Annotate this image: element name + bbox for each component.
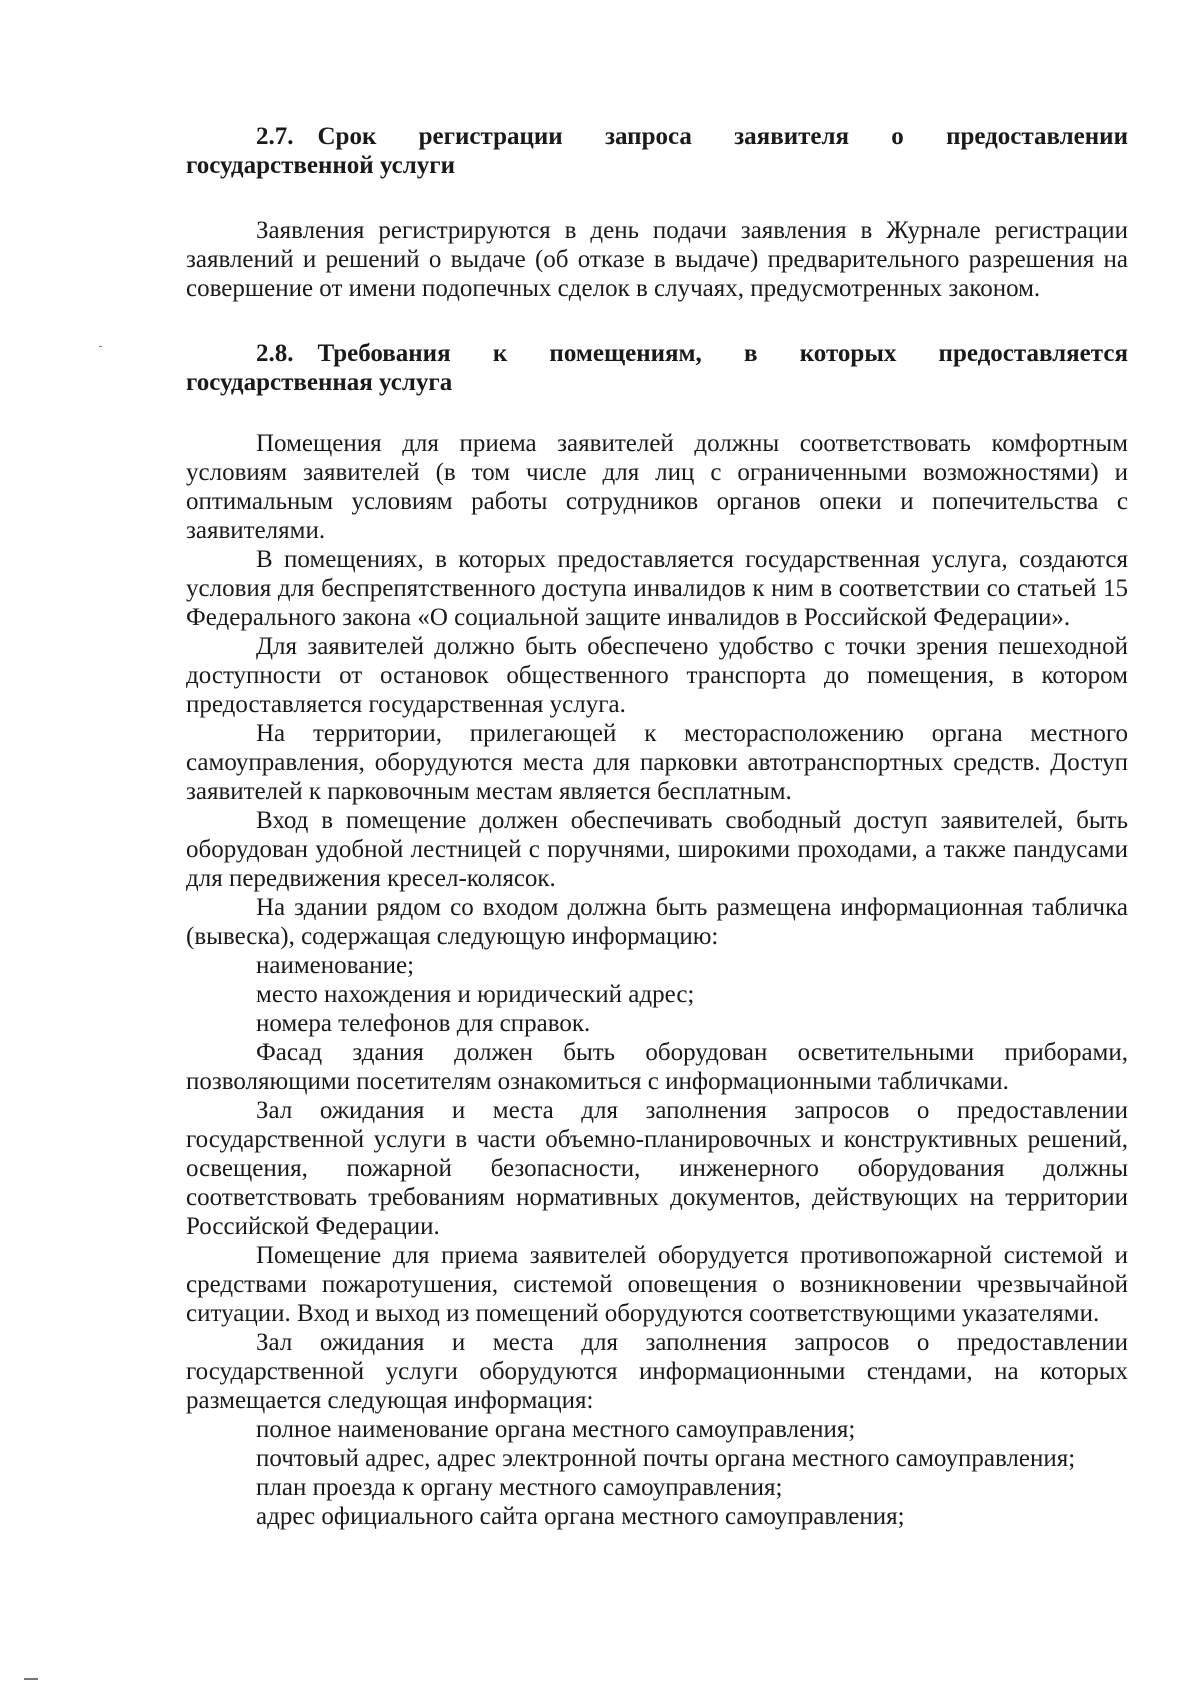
paragraph: Фасад здания должен быть оборудован осветительными приборами, позволяющими посетителям ознакомиться с информационными табличками.	[186, 1039, 1128, 1095]
list-item: наименование;	[256, 952, 415, 979]
section-number: 2.8.	[256, 340, 294, 367]
paragraph: Помещения для приема заявителей должны соответствовать комфортным условиям заявителей (в том числе для лиц с ограниченными возможностями) и оптимальным условиям работы сотрудников органов опеки и попечительства с заявителями.	[186, 430, 1128, 544]
section-number: 2.7.	[256, 123, 294, 150]
scan-artifact-left	[24, 1678, 38, 1680]
list-item: место нахождения и юридический адрес;	[256, 981, 695, 1008]
paragraph: Для заявителей должно быть обеспечено удобство с точки зрения пешеходной доступности от остановок общественного транспорта до помещения, в котором предоставляется государственная услуга.	[186, 633, 1128, 718]
paragraph: На здании рядом со входом должна быть размещена информационная табличка (вывеска), содержащая следующую информацию:	[186, 894, 1128, 950]
list-item: почтовый адрес, адрес электронной почты органа местного самоуправления;	[256, 1445, 1076, 1472]
list-item: адрес официального сайта органа местного самоуправления;	[256, 1503, 905, 1530]
document-body	[186, 122, 1128, 1531]
section-title: Срок регистрации запроса заявителя о предоставлении государственной услуги	[186, 123, 1128, 179]
section-title: Требования к помещениям, в которых предоставляется государственная услуга	[186, 340, 1128, 396]
paragraph: Вход в помещение должен обеспечивать свободный доступ заявителей, быть оборудован удобной лестницей с поручнями, широкими проходами, а также пандусами для передвижения кресел-колясок.	[186, 807, 1128, 892]
paragraph: На территории, прилегающей к месторасположению органа местного самоуправления, оборудуются места для парковки автотранспортных средств. Доступ заявителей к парковочным местам является бесплатным.	[186, 720, 1128, 805]
paragraph: Заявления регистрируются в день подачи заявления в Журнале регистрации заявлений и решений о выдаче (об отказе в выдаче) предварительного разрешения на совершение от имени подопечных сделок в случаях, предусмотренных законом.	[186, 217, 1128, 302]
paragraph: Помещение для приема заявителей оборудуется противопожарной системой и средствами пожаротушения, системой оповещения о возникновении чрезвычайной ситуации. Вход и выход из помещений оборудуются соответствующими указателями.	[186, 1242, 1128, 1327]
section-heading-2-8	[186, 339, 1128, 397]
paragraph: В помещениях, в которых предоставляется государственная услуга, создаются условия для беспрепятственного доступа инвалидов к ним в соответствии со статьей 15 Федерального закона «О социальной защите инвалидов в Российской Федерации».	[186, 546, 1128, 631]
paragraph: Зал ожидания и места для заполнения запросов о предоставлении государственной услуги в части объемно-планировочных и конструктивных решений, освещения, пожарной безопасности, инженерного оборудования должны соответствовать требованиям нормативных документов, действующих на территории Российской Федерации.	[186, 1097, 1128, 1240]
list-item: план проезда к органу местного самоуправления;	[256, 1474, 783, 1501]
list-item: номера телефонов для справок.	[256, 1010, 591, 1037]
paragraph: Зал ожидания и места для заполнения запросов о предоставлении государственной услуги оборудуются информационными стендами, на которых размещается следующая информация:	[186, 1329, 1128, 1414]
scan-artifact-top	[99, 346, 102, 347]
list-item: полное наименование органа местного самоуправления;	[256, 1416, 856, 1443]
section-heading-2-7	[186, 122, 1128, 180]
